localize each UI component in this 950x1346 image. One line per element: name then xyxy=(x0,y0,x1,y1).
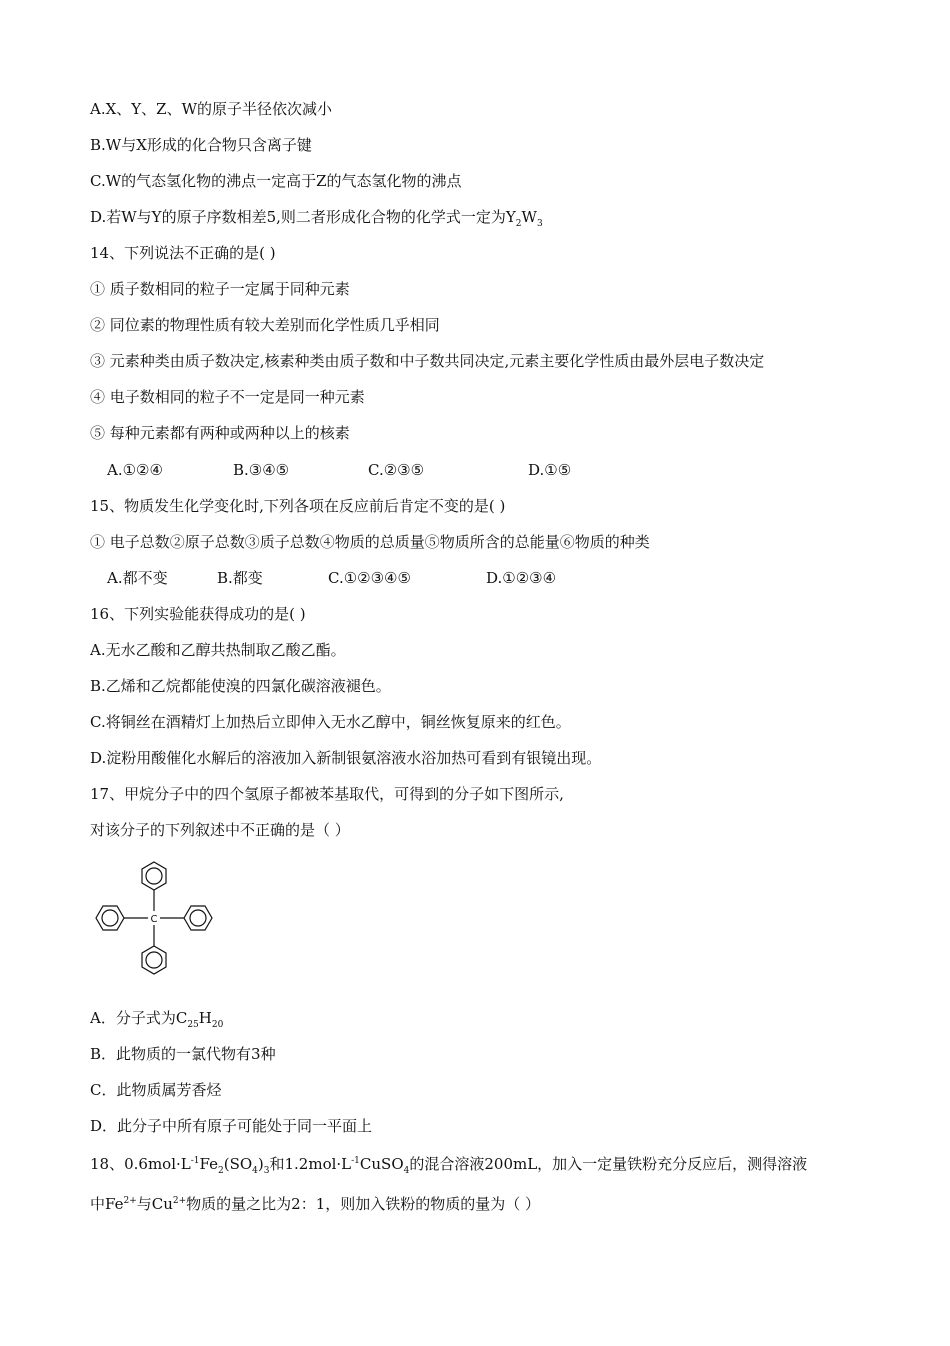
q17-stem-line2: 对该分子的下列叙述中不正确的是（ ） xyxy=(90,821,350,839)
q15-option-b: B.都变 xyxy=(217,569,263,587)
q16-option-a: A.无水乙酸和乙醇共热制取乙酸乙酯。 xyxy=(90,641,346,659)
left-ring-aromatic-circle xyxy=(102,910,118,926)
q14-option-a: A.①②④ xyxy=(107,461,163,479)
q15-option-d: D.①②③④ xyxy=(486,569,557,587)
q13-option-a: A.X、Y、Z、W的原子半径依次减小 xyxy=(90,100,333,118)
q14-item-2: ② 同位素的物理性质有较大差别而化学性质几乎相同 xyxy=(90,316,440,334)
q18-stem-line2: 中$Fe^{2+}$与$Cu^{2+}$物质的量之比为2：1，则加入铁粉的物质的量为（ ） xyxy=(90,1195,541,1213)
top-ring-aromatic-circle xyxy=(146,868,162,884)
q16-option-b: B.乙烯和乙烷都能使溴的四氯化碳溶液褪色。 xyxy=(90,677,391,695)
q15-option-a: A.都不变 xyxy=(107,569,168,587)
q14-option-c: C.②③⑤ xyxy=(368,461,425,479)
q17-stem-line1: 17、甲烷分子中的四个氢原子都被苯基取代，可得到的分子如下图所示, xyxy=(90,785,564,803)
q17-option-c: C．此物质属芳香烃 xyxy=(90,1081,222,1099)
q14-item-3: ③ 元素种类由质子数决定,核素种类由质子数和中子数共同决定,元素主要化学性质由最外层电子数决定 xyxy=(90,352,765,370)
q14-option-b: B.③④⑤ xyxy=(233,461,290,479)
q14-item-4: ④ 电子数相同的粒子不一定是同一种元素 xyxy=(90,388,365,406)
q16-stem: 16、下列实验能获得成功的是( ) xyxy=(90,605,306,623)
q17-option-d: D．此分子中所有原子可能处于同一平面上 xyxy=(90,1117,373,1135)
q13-option-d: D.若W与Y的原子序数相差5,则二者形成化合物的化学式一定为$Y_2W_3$ xyxy=(90,208,543,229)
q16-option-c: C.将铜丝在酒精灯上加热后立即伸入无水乙醇中，铜丝恢复原来的红色。 xyxy=(90,713,571,731)
q14-item-5: ⑤ 每种元素都有两种或两种以上的核素 xyxy=(90,424,350,442)
q16-option-d: D.淀粉用酸催化水解后的溶液加入新制银氨溶液水浴加热可看到有银镜出现。 xyxy=(90,749,602,767)
central-carbon-label: C xyxy=(150,914,158,925)
q15-option-c: C.①②③④⑤ xyxy=(328,569,411,587)
q14-stem: 14、下列说法不正确的是( ) xyxy=(90,244,276,262)
q15-items: ① 电子总数②原子总数③质子总数④物质的总质量⑤物质所含的总能量⑥物质的种类 xyxy=(90,533,650,551)
q14-item-1: ① 质子数相同的粒子一定属于同种元素 xyxy=(90,280,350,298)
q13-option-c: C.W的气态氢化物的沸点一定高于Z的气态氢化物的沸点 xyxy=(90,172,462,190)
q17-option-a: A．分子式为$C_{25}H_{20}$ xyxy=(90,1009,224,1030)
q14-option-d: D.①⑤ xyxy=(528,461,572,479)
q15-stem: 15、物质发生化学变化时,下列各项在反应前后肯定不变的是( ) xyxy=(90,497,506,515)
q17-option-b: B．此物质的一氯代物有3种 xyxy=(90,1045,276,1063)
q13-option-b: B.W与X形成的化合物只含离子键 xyxy=(90,136,312,154)
q18-stem-line1: 18、$0.6mol\cdot L^{-1}Fe_2(SO_4)_3$和$1.2mol\cdot L^{-1}CuSO_4$的混合溶液200mL，加入一定量铁粉充分反应后，测得溶液 xyxy=(90,1155,808,1176)
bottom-ring-aromatic-circle xyxy=(146,952,162,968)
right-ring-aromatic-circle xyxy=(190,910,206,926)
tetraphenylmethane-structure xyxy=(92,858,218,982)
